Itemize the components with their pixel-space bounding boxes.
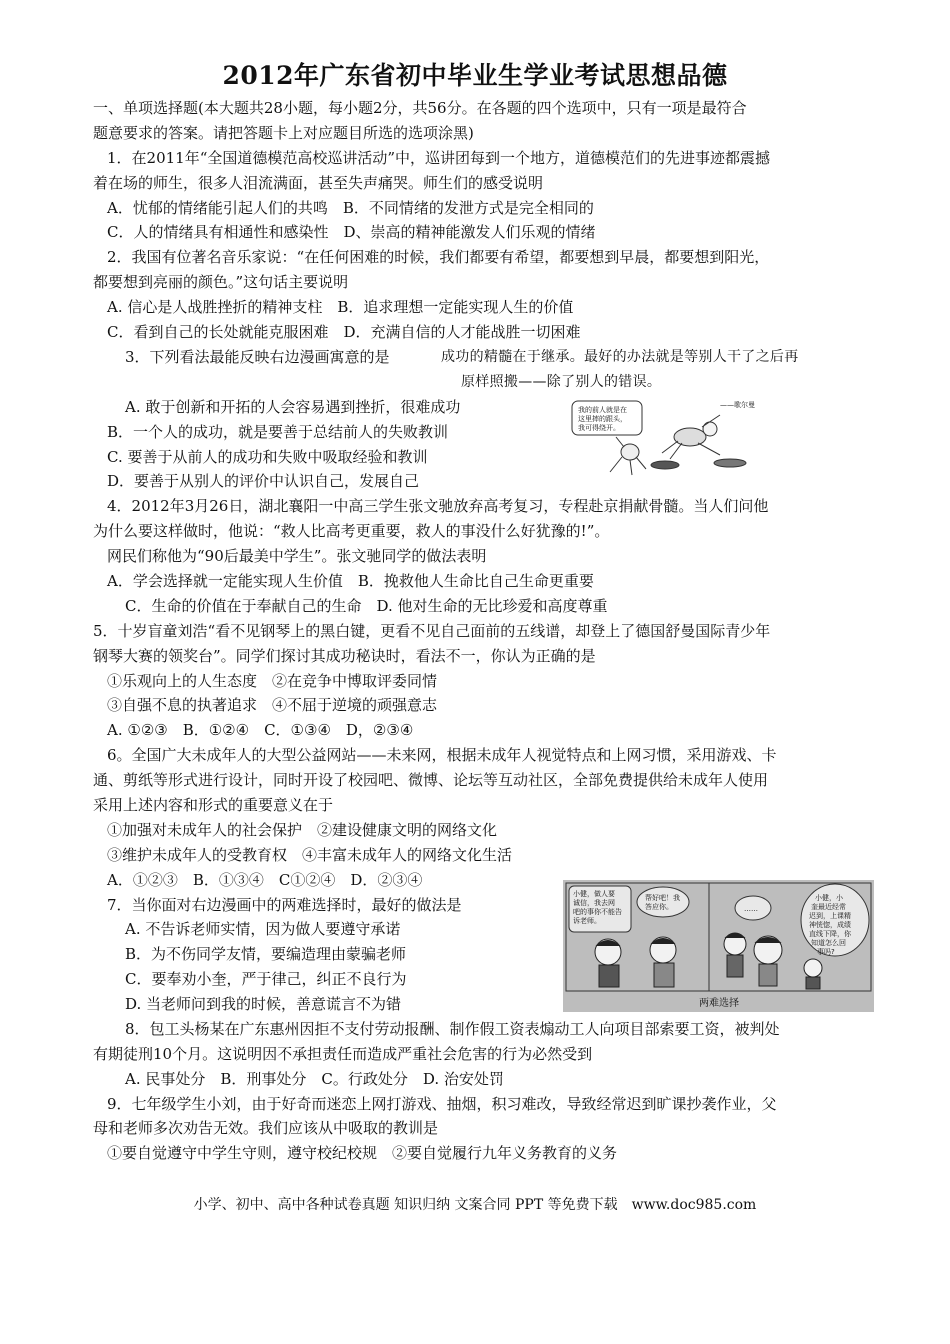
question-6-items-12: ①加强对未成年人的社会保护 ②建设健康文明的网络文化 [107,821,498,839]
question-5-items-34: ③自强不息的执著追求 ④不屈于逆境的顽强意志 [107,696,438,714]
question-6-items-34: ③维护未成年人的受教育权 ④丰富未成年人的网络文化生活 [107,846,513,864]
cartoon2-mid-bubble-line-2: 答应你。 [645,903,673,911]
question-4-stem-line-2: 为什么要这样做时，他说：“救人比高考更重要，救人的事没什么好犹豫的!”。 [93,522,610,540]
question-7-option-b: B．为不伤同学友情，要编造理由蒙骗老师 [125,945,407,963]
cartoon2-right-bubble-line-5: 直线下降，你 [809,930,851,938]
question-5-stem-line-1: 5．十岁盲童刘浩“看不见钢琴上的黑白键，更看不见自己面前的五线谱，却登上了德国舒曼国际青少年 [93,622,771,640]
question-5-options: A. ①②③ B．①②④ C．①③④ D，②③④ [107,721,414,739]
question-1-stem-line-2: 着在场的师生，很多人泪流满面，甚至失声痛哭。师生们的感受说明 [93,174,544,192]
cartoon2-right-bubble-line-7: 事吗? [817,948,835,956]
page-footer: 小学、初中、高中各种试卷真题 知识归纳 文案合同 PPT 等免费下载 www.doc985.com [193,1197,757,1213]
cartoon2-left-bubble-line-1: 小健，做人要 [573,890,615,898]
question-2-options-cd: C．看到自己的长处就能克服困难 D．充满自信的人才能战胜一切困难 [107,323,581,341]
dilemma-cartoon [563,880,874,1012]
cartoon2-left-bubble-line-2: 诚信，我去网 [573,899,615,907]
cartoon2-right-bubble-line-4: 神恍惚，成绩 [809,921,851,929]
question-6-stem-line-3: 采用上述内容和形式的重要意义在于 [93,796,334,814]
question-6-stem-line-1: 6。全国广大未成年人的大型公益网站——未来网，根据未成年人视觉特点和上网习惯，采用游戏、卡 [107,746,777,764]
question-7-stem: 7．当你面对右边漫画中的两难选择时，最好的做法是 [107,896,462,914]
question-3-stem: 3．下列看法最能反映右边漫画寓意的是 [125,348,390,366]
page-title: 2012年广东省初中毕业生学业考试思想品德 [222,61,728,90]
cartoon1-bubble-line-2: 这里摔的跟头， [578,415,627,423]
question-3-option-b: B．一个人的成功，就是要善于总结前人的失败教训 [107,423,449,441]
stumble-cartoon [570,397,775,477]
question-8-stem-line-1: 8．包工头杨某在广东惠州因拒不支付劳动报酬、制作假工资表煽动工人向项目部索要工资，被判处 [125,1020,780,1038]
question-5-items-12: ①乐观向上的人生态度 ②在竞争中博取评委同情 [107,672,438,690]
question-6-stem-line-2: 通、剪纸等形式进行设计，同时开设了校园吧、微博、论坛等互动社区，全部免费提供给未成年人使用 [93,771,769,789]
question-9-stem-line-2: 母和老师多次劝告无效。我们应该从中吸取的教训是 [93,1119,439,1137]
question-4-stem-line-1: 4．2012年3月26日，湖北襄阳一中高三学生张文驰放弃高考复习，专程赴京捐献骨髓。当人们问他 [107,497,769,515]
question-8-stem-line-2: 有期徒刑10个月。这说明因不承担责任而造成严重社会危害的行为必然受到 [93,1045,593,1063]
cartoon2-right-bubble-line-2: 奎最近经常 [811,903,846,911]
cartoon2-left-bubble-line-4: 诉老师。 [573,917,601,925]
cartoon1-bubble-line-1: 我的前人就是在 [578,406,627,414]
question-7-option-c: C．要奉劝小奎，严于律己，纠正不良行为 [125,970,407,988]
cartoon2-caption: 两难选择 [699,998,739,1009]
cartoon-quote-line-1: 成功的精髓在于继承。最好的办法就是等别人干了之后再 [441,349,799,365]
cartoon2-right-bubble-line-1: 小健，小 [815,894,843,902]
question-5-stem-line-2: 钢琴大赛的领奖台”。同学们探讨其成功秘诀时，看法不一，你认为正确的是 [93,647,596,665]
question-3-option-d: D．要善于从别人的评价中认识自己，发展自己 [107,472,420,490]
question-4-options-cd: C．生命的价值在于奉献自己的生命 D. 他对生命的无比珍爱和高度尊重 [125,597,608,615]
question-7-option-a: A. 不告诉老师实情，因为做人要遵守承诺 [125,920,401,938]
cartoon-quote-line-2: 原样照搬——除了别人的错误。 [461,374,662,390]
section-intro-line-1: 一、单项选择题(本大题共28小题，每小题2分，共56分。在各题的四个选项中，只有一项是最符合 [93,99,747,117]
question-8-options: A. 民事处分 B．刑事处分 C。行政处分 D. 治安处罚 [125,1070,504,1088]
cartoon2-mid-bubble-line-1: 帮好吧！我 [645,894,680,902]
cartoon2-dots-bubble: …… [744,905,758,913]
question-4-stem-line-3: 网民们称他为“90后最美中学生”。张文驰同学的做法表明 [107,547,487,565]
question-3-option-c: C. 要善于从前人的成功和失败中吸取经验和教训 [107,448,428,466]
cartoon2-right-bubble-line-6: 知道怎么回 [811,939,846,947]
question-6-options: A．①②③ B．①③④ C①②④ D．②③④ [107,871,423,889]
cartoon2-right-bubble-line-3: 迟到，上课精 [809,912,851,920]
question-1-options-cd: C．人的情绪具有相通性和感染性 D、崇高的精神能激发人们乐观的情绪 [107,223,596,241]
question-9-items-12: ①要自觉遵守中学生守则，遵守校纪校规 ②要自觉履行九年义务教育的义务 [107,1144,618,1162]
question-3-option-a: A. 敢于创新和开拓的人会容易遇到挫折，很难成功 [125,398,461,416]
question-2-stem-line-1: 2．我国有位著名音乐家说：“在任何困难的时候，我们都要有希望，都要想到早晨，都要想到阳光， [107,248,770,266]
question-1-options-ab: A．忧郁的情绪能引起人们的共鸣 B．不同情绪的发泄方式是完全相同的 [107,199,594,217]
cartoon1-author: ——歌尔曼 [720,401,755,409]
question-1-stem-line-1: 1．在2011年“全国道德模范高校巡讲活动”中，巡讲团每到一个地方，道德模范们的先进事迹都震撼 [107,149,771,167]
question-4-options-ab: A．学会选择就一定能实现人生价值 B．挽救他人生命比自己生命更重要 [107,572,594,590]
question-2-stem-line-2: 都要想到亮丽的颜色。”这句话主要说明 [93,273,349,291]
question-2-options-ab: A. 信心是人战胜挫折的精神支柱 B．追求理想一定能实现人生的价值 [107,298,574,316]
section-intro-line-2: 题意要求的答案。请把答题卡上对应题目所选的选项涂黑) [93,124,474,142]
question-9-stem-line-1: 9．七年级学生小刘，由于好奇而迷恋上网打游戏、抽烟，积习难改，导致经常迟到旷课抄袭作业，父 [107,1095,777,1113]
question-7-option-d: D. 当老师问到我的时候，善意谎言不为错 [125,995,402,1013]
cartoon2-left-bubble-line-3: 吧的事你不能告 [573,908,622,916]
cartoon1-bubble-line-3: 我可得绕开。 [578,424,620,432]
